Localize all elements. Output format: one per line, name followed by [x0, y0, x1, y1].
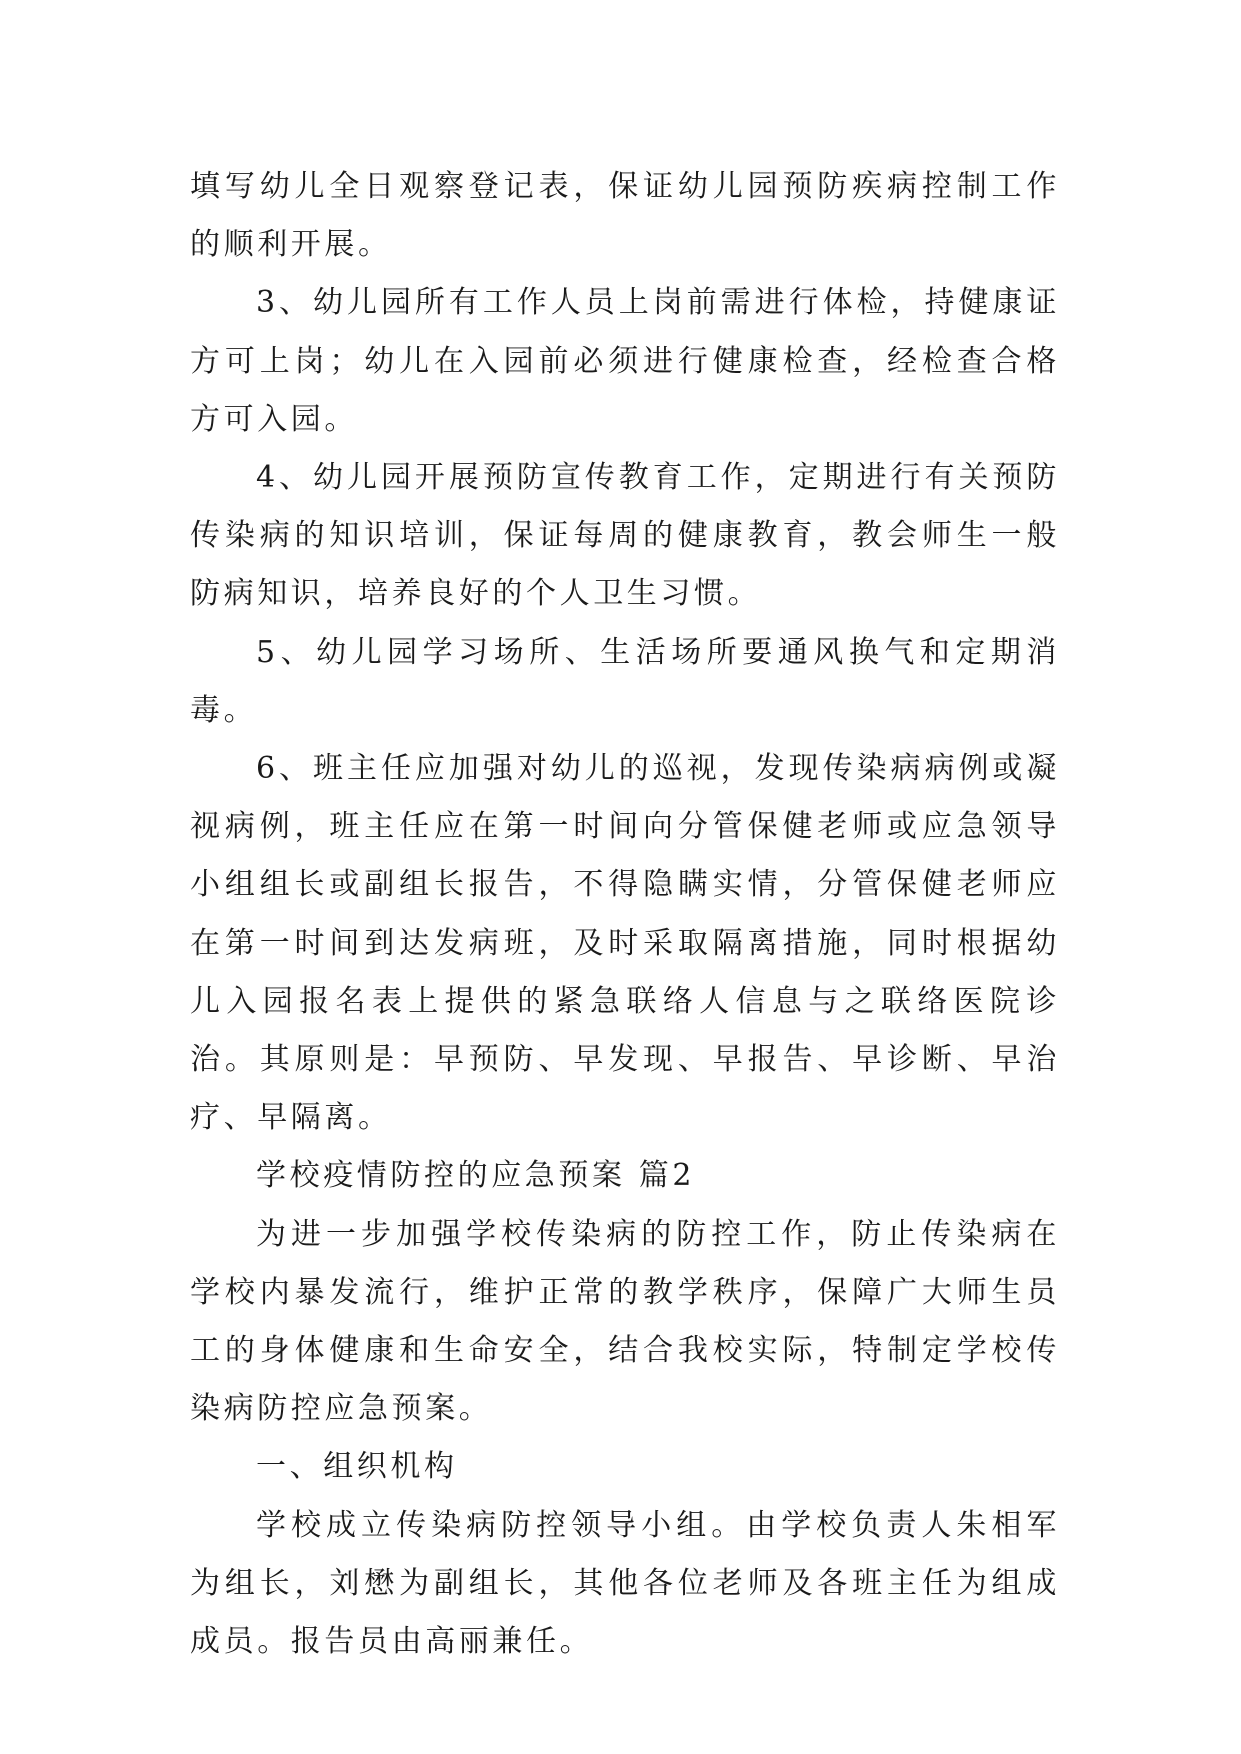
- paragraph-prevention-education: 4、幼儿园开展预防宣传教育工作，定期进行有关预防传染病的知识培训，保证每周的健康教育，教会师生一般防病知识，培养良好的个人卫生习惯。: [190, 460, 1060, 612]
- paragraph-leadership-group: 学校成立传染病防控领导小组。由学校负责人朱相军为组长，刘懋为副组长，其他各位老师及各班主任为组成成员。报告员由高丽兼任。: [190, 1507, 1060, 1660]
- document-body: [190, 158, 1060, 1671]
- paragraph-plan-purpose: 为进一步加强学校传染病的防控工作，防止传染病在学校内暴发流行，维护正常的教学秩序，保障广大师生员工的身体健康和生命安全，结合我校实际，特制定学校传染病防控应急预案。: [190, 1216, 1060, 1427]
- paragraph-case-reporting: 6、班主任应加强对幼儿的巡视，发现传染病病例或凝视病例，班主任应在第一时间向分管保健老师或应急领导小组组长或副组长报告，不得隐瞒实情，分管保健老师应在第一时间到达发病班，及时采取隔离措施，同时根据幼儿入园报名表上提供的紧急联络人信息与之联络医院诊治。其原则是：早预防、早发现、早报告、早诊断、早治疗、早隔离。: [190, 751, 1060, 1136]
- paragraph-observation-record: 填写幼儿全日观察登记表，保证幼儿园预防疾病控制工作的顺利开展。: [190, 169, 1060, 263]
- section-heading-plan-2: 学校疫情防控的应急预案 篇2: [256, 1158, 696, 1194]
- section-heading-organization: 一、组织机构: [256, 1449, 458, 1485]
- paragraph-staff-health-check: 3、幼儿园所有工作人员上岗前需进行体检，持健康证方可上岗；幼儿在入园前必须进行健康检查，经检查合格方可入园。: [190, 285, 1060, 437]
- paragraph-ventilation-disinfection: 5、幼儿园学习场所、生活场所要通风换气和定期消毒。: [190, 634, 1060, 728]
